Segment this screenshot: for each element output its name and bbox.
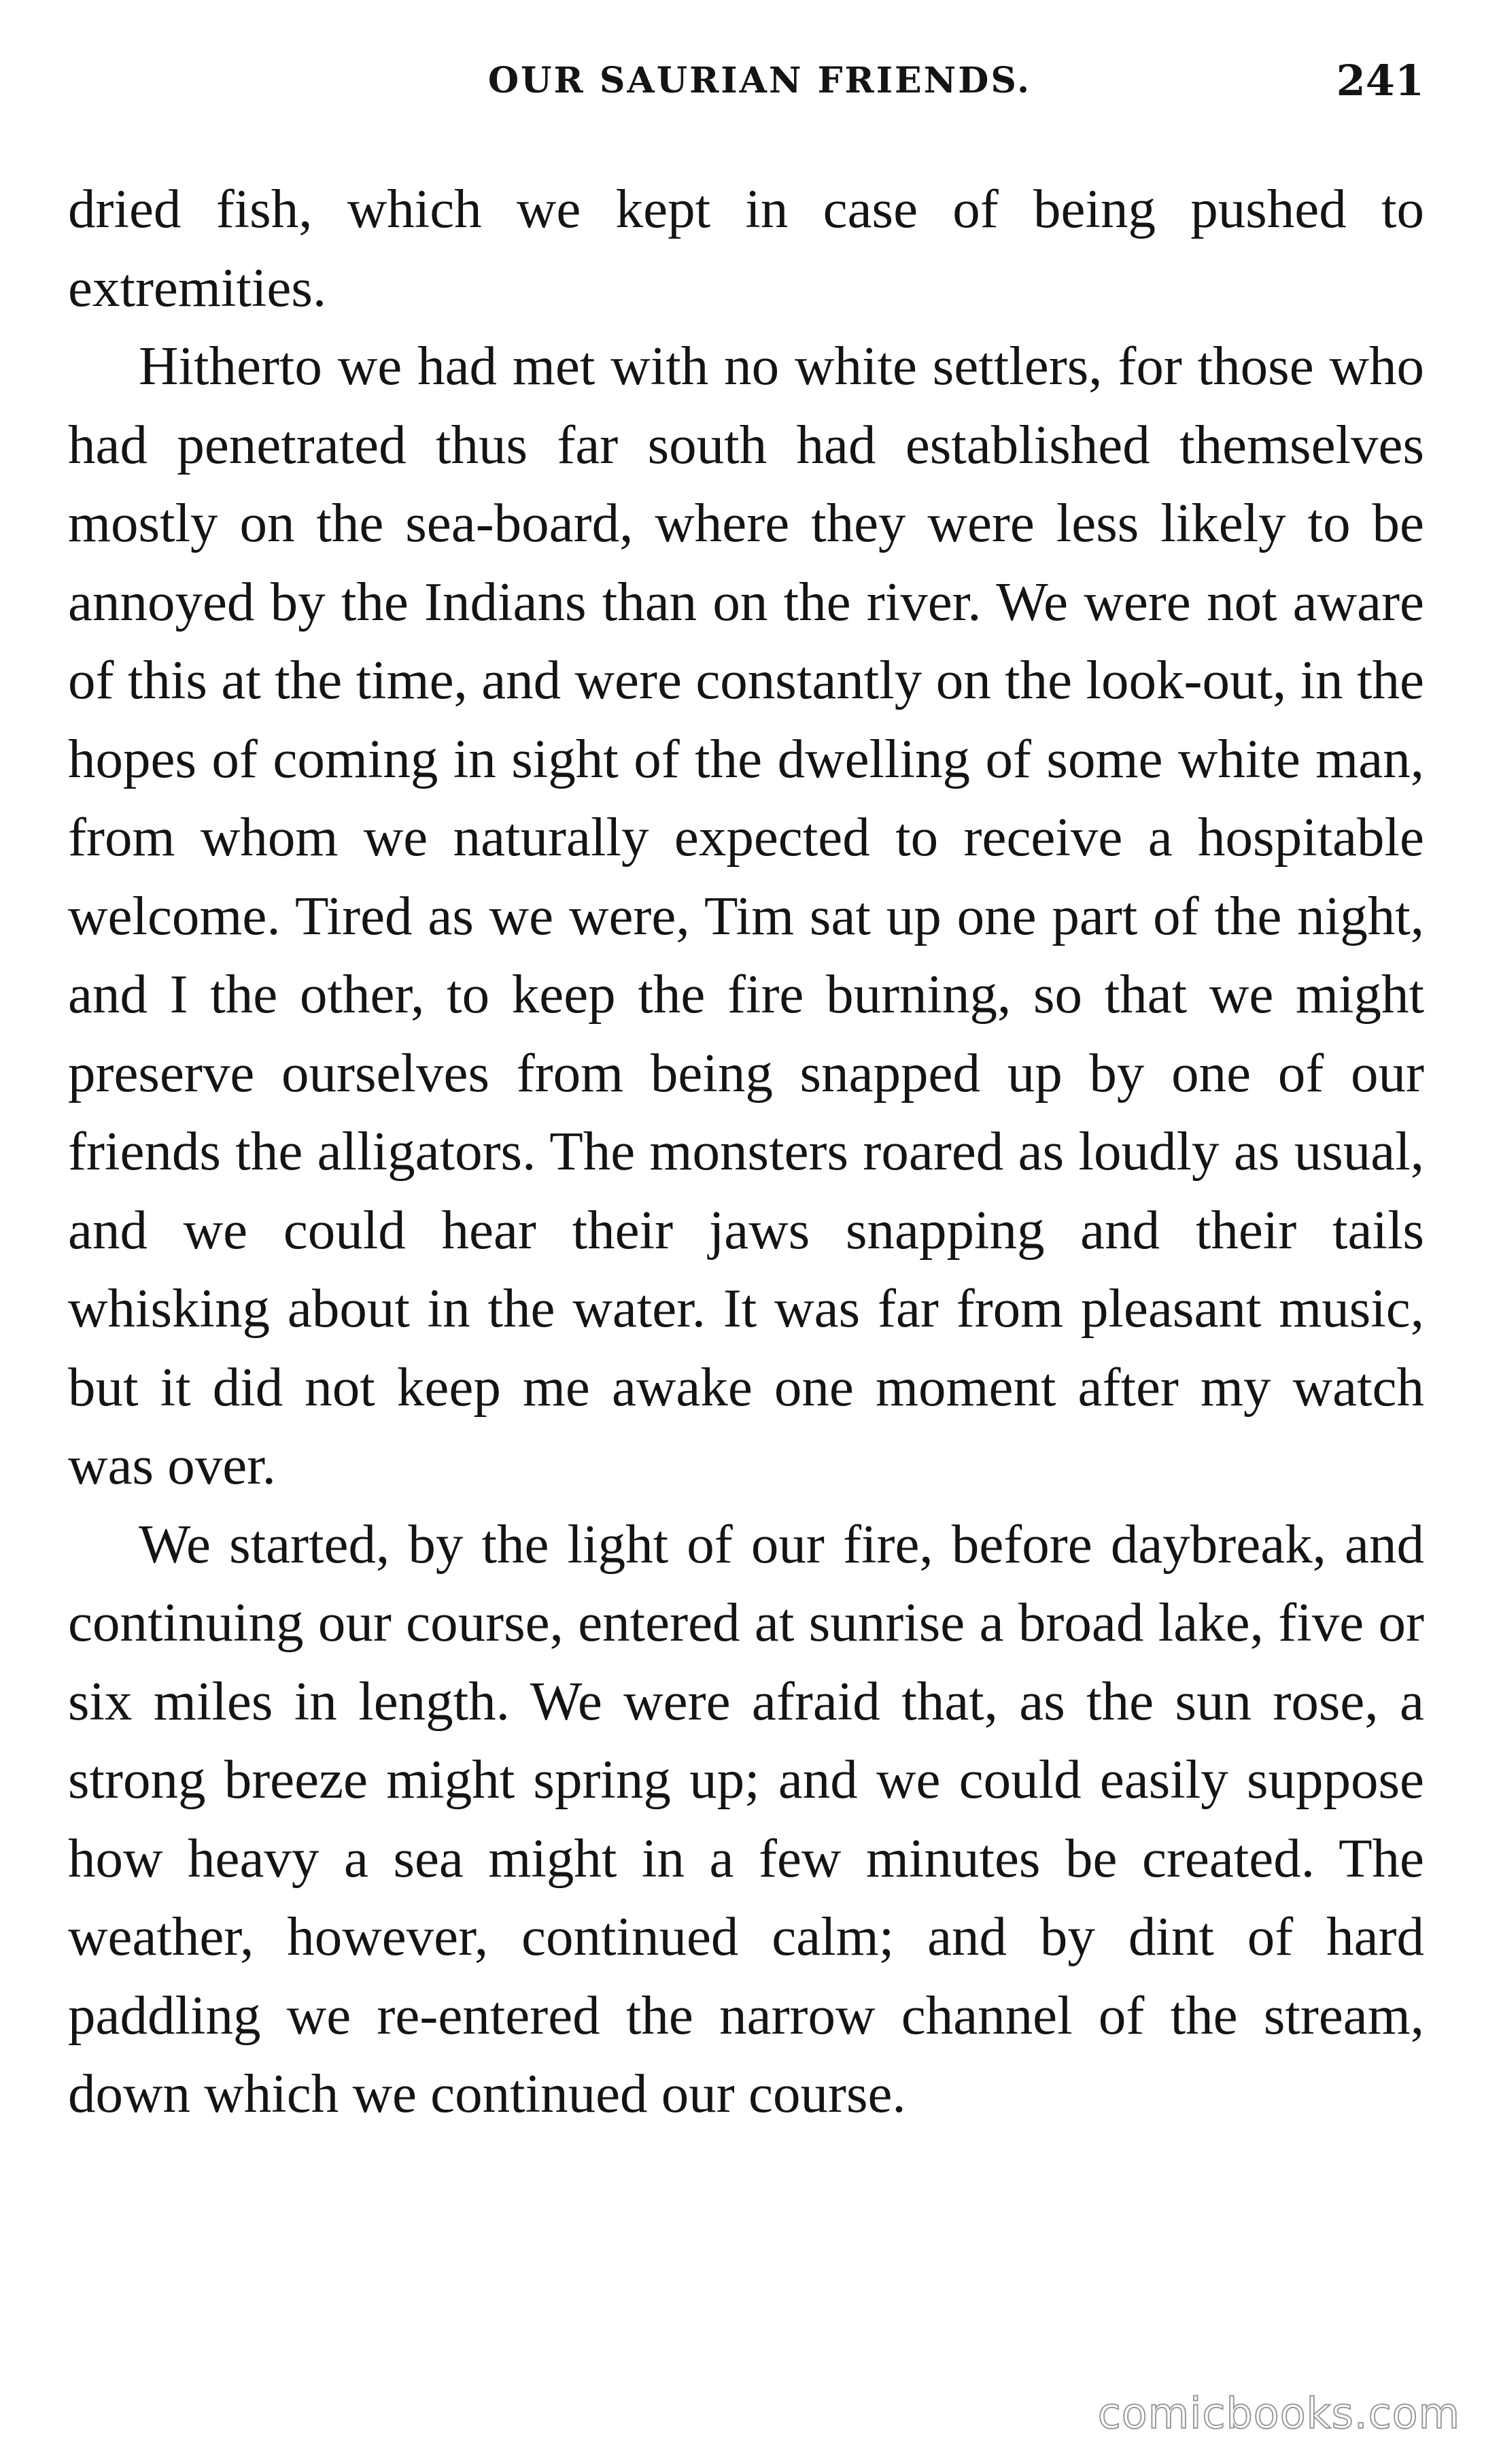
paragraph-settlers: Hitherto we had met with no white settlers, for those who had penetrated thus far south had established themselves mostly on the sea-board, where they were less likely to be annoyed by the Indians than on the river. We were not aware of this at the time, and were constantly on the look-out, in the hopes of coming in sight of the dwelling of some white man, from whom we naturally expected to receive a hospitable welcome. Tired as we were, Tim sat up one part of the night, and I the other, to keep the fire burning, so that we might preserve ourselves from being snapped up by one of our friends the alligators. The monsters roared as loudly as usual, and we could hear their jaws snapping and their tails whisking about in the water. It was far from pleasant music, but it did not keep me awake one moment after my watch was over.: [68, 335, 1424, 1496]
watermark: comicbooks.com: [1097, 2389, 1460, 2438]
page-number: 241: [1336, 56, 1424, 105]
running-title: OUR SAURIAN FRIENDS.: [487, 60, 1032, 101]
paragraph-daybreak: We started, by the light of our fire, before daybreak, and continuing our course, entered at sunrise a broad lake, five or six miles in length. We were afraid that, as the sun rose, a strong breeze might spring up; and we could easily suppose how heavy a sea might in a few minutes be created. The weather, however, continued calm; and by dint of hard paddling we re-entered the narrow channel of the stream, down which we continued our course.: [68, 1513, 1424, 2124]
body-text: [68, 170, 1424, 2134]
running-head: [68, 56, 1424, 121]
paragraph-continuation: dried fish, which we kept in case of being pushed to extremities.: [68, 178, 1424, 318]
